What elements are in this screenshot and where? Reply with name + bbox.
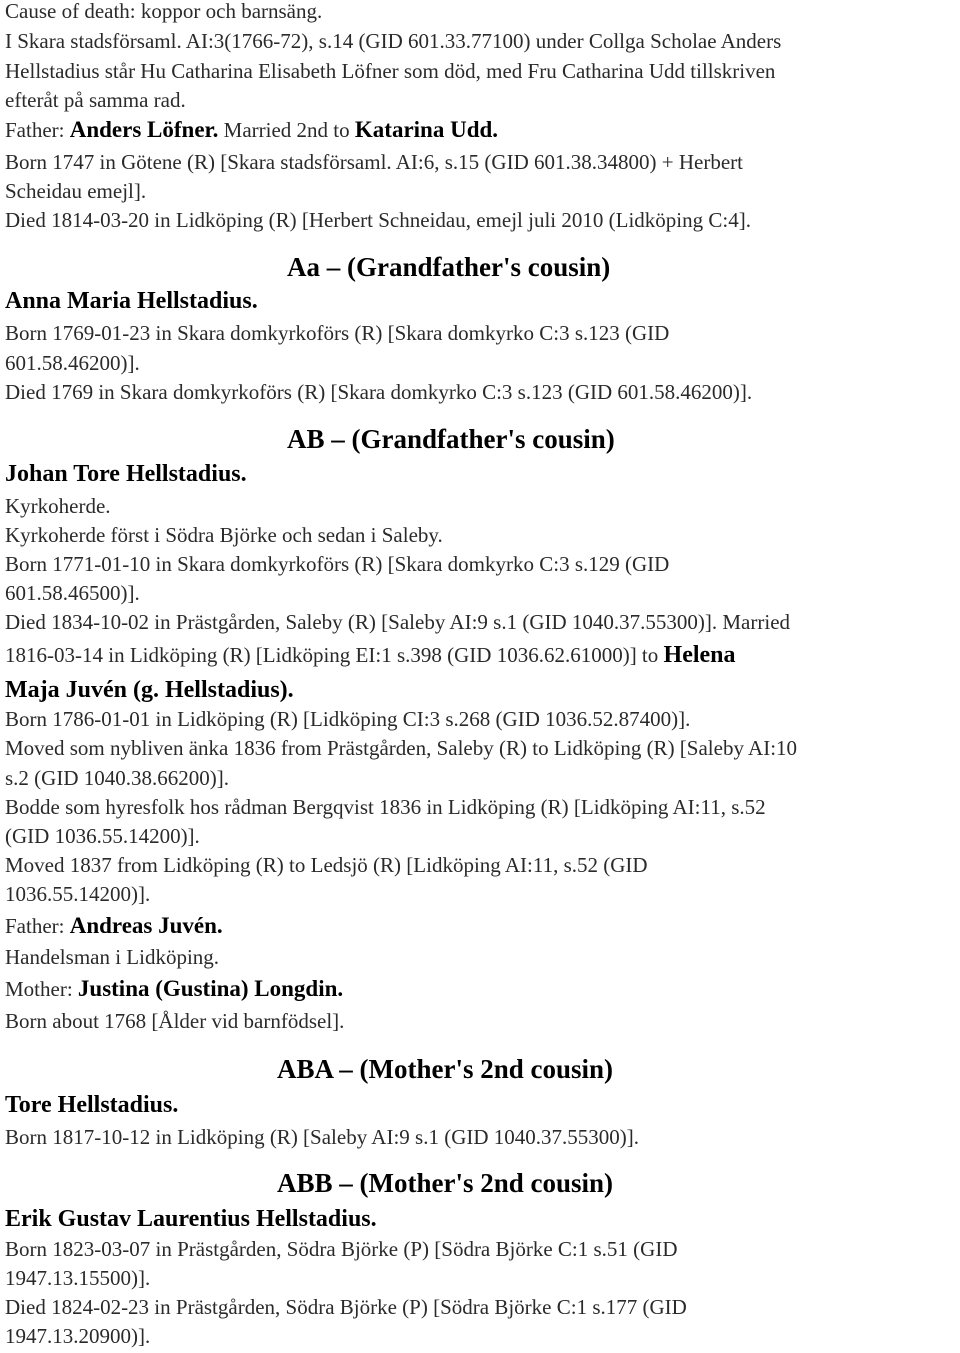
person-name: Johan Tore Hellstadius.: [5, 461, 247, 487]
text-line: 1947.13.15500)].: [5, 1266, 151, 1290]
born-line: Born 1786-01-01 in Lidköping (R) [Lidköping CI:3 s.268 (GID 1036.52.87400)].: [5, 707, 691, 731]
mother-label: Mother:: [5, 977, 78, 1001]
spouse-name: Helena: [663, 642, 736, 668]
text-line: Scheidau emejl].: [5, 179, 147, 203]
section-heading-aba: ABA – (Mother's 2nd cousin): [277, 1054, 614, 1084]
died-line: Died 1834-10-02 in Prästgården, Saleby (R) [Saleby AI:9 s.1 (GID 1040.37.55300)]. Married: [5, 610, 791, 634]
died-line: Died 1824-02-23 in Prästgården, Södra Björke (P) [Södra Björke C:1 s.177 (GID: [5, 1295, 687, 1319]
mother-line: [5, 977, 343, 1001]
father-name: Andreas Juvén.: [69, 913, 223, 938]
died-line: Died 1814-03-20 in Lidköping (R) [Herbert Schneidau, emejl juli 2010 (Lidköping C:4].: [5, 208, 751, 232]
born-line: Born 1823-03-07 in Prästgården, Södra Björke (P) [Södra Björke C:1 s.51 (GID: [5, 1237, 678, 1261]
married-label: Married 2nd to: [218, 118, 355, 142]
text-line: 601.58.46500)].: [5, 581, 140, 605]
text-line: 1947.13.20900)].: [5, 1324, 151, 1348]
text-line: 1036.55.14200)].: [5, 882, 151, 906]
occupation-line: Kyrkoherde.: [5, 494, 111, 518]
text-line: I Skara stadsförsaml. AI:3(1766-72), s.14 (GID 601.33.77100) under Collga Scholae Anders: [5, 29, 782, 53]
father-label: Father:: [5, 914, 70, 938]
mother-name: Justina (Gustina) Longdin.: [77, 976, 344, 1001]
moved-line: Moved 1837 from Lidköping (R) to Ledsjö (R) [Lidköping AI:11, s.52 (GID: [5, 853, 648, 877]
text-line: 601.58.46200)].: [5, 351, 140, 375]
spouse-name: Katarina Udd.: [354, 117, 499, 142]
section-heading-aa: Aa – (Grandfather's cousin): [287, 252, 611, 282]
born-line: Born about 1768 [Ålder vid barnfödsel].: [5, 1009, 345, 1033]
residence-line: Bodde som hyresfolk hos rådman Bergqvist 1836 in Lidköping (R) [Lidköping AI:11, s.52: [5, 795, 766, 819]
father-name: Anders Löfner.: [69, 117, 219, 142]
moved-line: Moved som nybliven änka 1836 from Prästgården, Saleby (R) to Lidköping (R) [Saleby AI:10: [5, 736, 798, 760]
died-line: Died 1769 in Skara domkyrkoförs (R) [Skara domkyrko C:3 s.123 (GID 601.58.46200)].: [5, 380, 753, 404]
born-line: Born 1747 in Götene (R) [Skara stadsförsaml. AI:6, s.15 (GID 601.38.34800) + Herbert: [5, 150, 743, 174]
section-heading-ab: AB – (Grandfather's cousin): [287, 424, 615, 454]
born-line: Born 1771-01-10 in Skara domkyrkoförs (R) [Skara domkyrko C:3 s.129 (GID: [5, 552, 670, 576]
text-line: Kyrkoherde först i Södra Björke och sedan i Saleby.: [5, 523, 443, 547]
spouse-name-continued: Maja Juvén (g. Hellstadius).: [5, 677, 294, 703]
cause-of-death-line: Cause of death: koppor och barnsäng.: [5, 0, 323, 23]
text-line: (GID 1036.55.14200)].: [5, 824, 200, 848]
married-text: 1816-03-14 in Lidköping (R) [Lidköping EI:1 s.398 (GID 1036.62.61000)] to: [5, 643, 664, 667]
born-line: Born 1769-01-23 in Skara domkyrkoförs (R) [Skara domkyrko C:3 s.123 (GID: [5, 321, 670, 345]
person-name: Tore Hellstadius.: [5, 1092, 179, 1118]
text-line: Hellstadius står Hu Catharina Elisabeth Löfner som död, med Fru Catharina Udd tillskriven: [5, 59, 776, 83]
occupation-line: Handelsman i Lidköping.: [5, 945, 220, 969]
father-label: Father:: [5, 118, 70, 142]
born-line: Born 1817-10-12 in Lidköping (R) [Saleby AI:9 s.1 (GID 1040.37.55300)].: [5, 1125, 640, 1149]
person-name: Erik Gustav Laurentius Hellstadius.: [5, 1206, 377, 1232]
person-name: Anna Maria Hellstadius.: [5, 288, 258, 314]
text-line: efteråt på samma rad.: [5, 88, 186, 112]
text-line: s.2 (GID 1040.38.66200)].: [5, 766, 229, 790]
father-line: [5, 914, 223, 938]
married-line: [5, 643, 736, 667]
section-heading-abb: ABB – (Mother's 2nd cousin): [277, 1168, 614, 1198]
father-line: [5, 118, 498, 142]
